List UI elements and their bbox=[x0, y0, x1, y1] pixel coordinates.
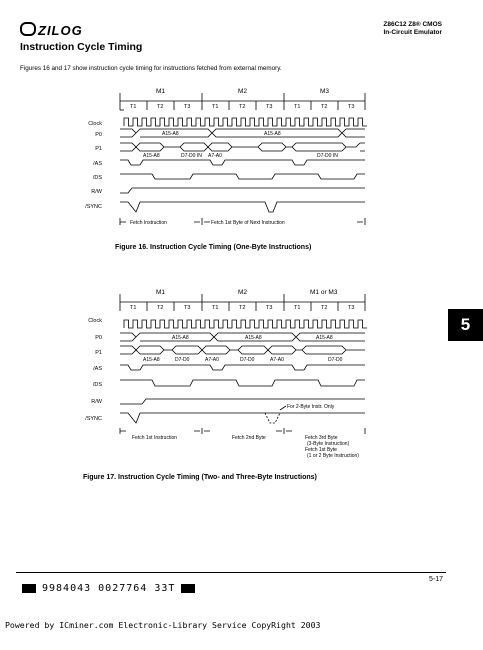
signal-label-ds: /DS bbox=[92, 175, 102, 181]
zilog-logo-mark-icon bbox=[20, 22, 36, 36]
p1-waveform bbox=[120, 346, 365, 354]
section-title: Instruction Cycle Timing bbox=[20, 41, 143, 53]
t-state-label: T3 bbox=[266, 305, 273, 311]
m2-label: M2 bbox=[238, 88, 248, 95]
fetch-label: Fetch 1st Instruction bbox=[132, 435, 178, 441]
t-state-label: T2 bbox=[239, 104, 246, 110]
barcode-mark-icon bbox=[181, 584, 195, 593]
p1-bus-label: A15-A8 bbox=[143, 357, 160, 363]
as-waveform bbox=[120, 365, 365, 370]
t-state-label: T1 bbox=[294, 104, 301, 110]
p0-waveform bbox=[120, 129, 365, 137]
page-number: 5-17 bbox=[428, 576, 443, 583]
zilog-logo bbox=[20, 22, 83, 38]
p1-bus-label: A7-A0 bbox=[270, 357, 284, 363]
signal-label-sync: /SYNC bbox=[85, 204, 102, 210]
figure-16-caption: Figure 16. Instruction Cycle Timing (One-Byte Instructions) bbox=[115, 244, 312, 251]
signal-label-sync: /SYNC bbox=[85, 416, 102, 422]
fetch-label: Fetch 2nd Byte bbox=[232, 435, 266, 441]
m1-label: M1 bbox=[156, 88, 166, 95]
t-state-label: T1 bbox=[212, 104, 219, 110]
signal-label-ds: /DS bbox=[92, 382, 102, 388]
barcode-mark-icon bbox=[22, 584, 36, 593]
figure-16-diagram bbox=[80, 80, 370, 235]
t-state-label: T1 bbox=[212, 305, 219, 311]
p1-bus-label: A15-A8 bbox=[143, 153, 160, 159]
signal-label-p0: P0 bbox=[95, 132, 102, 138]
barcode-text: 9984043 0027764 33T bbox=[42, 583, 176, 594]
barcode-line bbox=[22, 583, 195, 594]
signal-label-rw: R/W bbox=[91, 399, 102, 405]
t-state-label: T1 bbox=[130, 104, 137, 110]
t-state-label: T2 bbox=[321, 305, 328, 311]
signal-label-rw: R/W bbox=[91, 189, 102, 195]
fetch-label: Fetch 3rd Byte bbox=[305, 435, 338, 441]
p1-waveform bbox=[120, 143, 365, 151]
signal-label-p1: P1 bbox=[95, 350, 102, 356]
p0-bus-label: A15-A8 bbox=[316, 335, 333, 341]
p0-bus-label: A15-A8 bbox=[162, 131, 179, 137]
sync-optional-pulse bbox=[265, 413, 280, 423]
fetch-label: Fetch Instruction bbox=[130, 220, 167, 226]
sync-waveform bbox=[120, 202, 365, 212]
fetch-label: (3-Byte Instruction) bbox=[307, 441, 350, 447]
fetch-label: (1 or 2 Byte Instruction) bbox=[307, 453, 359, 459]
product-header bbox=[383, 21, 442, 37]
ds-waveform bbox=[120, 174, 365, 179]
t-state-label: T1 bbox=[294, 305, 301, 311]
m1-label: M1 bbox=[156, 289, 166, 296]
t-state-label: T2 bbox=[157, 104, 164, 110]
m3-label: M1 or M3 bbox=[310, 289, 338, 296]
signal-label-clock: Clock bbox=[88, 318, 102, 324]
t-state-label: T3 bbox=[266, 104, 273, 110]
product-line-1: Z86C12 Z8® CMOS bbox=[383, 21, 442, 28]
signal-label-as: /AS bbox=[93, 366, 102, 372]
page-divider bbox=[16, 572, 446, 573]
as-waveform bbox=[120, 160, 365, 165]
optional-note: For 2-Byte Instr. Only bbox=[287, 404, 335, 410]
t-state-label: T2 bbox=[239, 305, 246, 311]
logo-text: ZILOG bbox=[38, 23, 83, 38]
t-state-label: T3 bbox=[184, 104, 191, 110]
signal-label-as: /AS bbox=[93, 161, 102, 167]
m3-label: M3 bbox=[320, 88, 330, 95]
product-line-2: In-Circuit Emulator bbox=[383, 29, 442, 36]
m2-label: M2 bbox=[238, 289, 248, 296]
t-state-label: T1 bbox=[130, 305, 137, 311]
chapter-tab: 5 bbox=[448, 309, 483, 341]
p1-bus-label: D7-D0 bbox=[240, 357, 255, 363]
p0-bus-label: A15-A8 bbox=[264, 131, 281, 137]
p1-bus-label: A7-A0 bbox=[208, 153, 222, 159]
p1-bus-label: D7-D0 bbox=[328, 357, 343, 363]
ds-waveform bbox=[120, 380, 365, 386]
p1-bus-label: D7-D0 bbox=[175, 357, 190, 363]
signal-label-p1: P1 bbox=[95, 146, 102, 152]
p1-bus-label: D7-D0 IN bbox=[317, 153, 338, 159]
p1-bus-label: A7-A0 bbox=[205, 357, 219, 363]
footer-credit: Powered by ICminer.com Electronic-Library Service CopyRight 2003 bbox=[5, 620, 321, 630]
figure-17-diagram bbox=[80, 282, 370, 462]
t-state-label: T3 bbox=[348, 104, 355, 110]
t-state-label: T2 bbox=[321, 104, 328, 110]
p1-bus-label: D7-D0 IN bbox=[181, 153, 202, 159]
t-state-label: T3 bbox=[348, 305, 355, 311]
signal-label-p0: P0 bbox=[95, 335, 102, 341]
rw-waveform bbox=[120, 188, 365, 193]
p0-bus-label: A15-A8 bbox=[172, 335, 189, 341]
sync-waveform bbox=[120, 413, 365, 423]
t-state-label: T3 bbox=[184, 305, 191, 311]
p0-bus-label: A15-A8 bbox=[245, 335, 262, 341]
figure-17-caption: Figure 17. Instruction Cycle Timing (Two- and Three-Byte Instructions) bbox=[83, 474, 317, 481]
clock-waveform bbox=[124, 320, 367, 328]
signal-label-clock: Clock bbox=[88, 121, 102, 127]
intro-text: Figures 16 and 17 show instruction cycle timing for instructions fetched from external memory. bbox=[20, 65, 282, 72]
fetch-label: Fetch 1st Byte bbox=[305, 447, 337, 453]
fetch-label: Fetch 1st Byte of Next Instruction bbox=[211, 220, 285, 226]
clock-waveform bbox=[124, 118, 367, 126]
t-state-label: T2 bbox=[157, 305, 164, 311]
